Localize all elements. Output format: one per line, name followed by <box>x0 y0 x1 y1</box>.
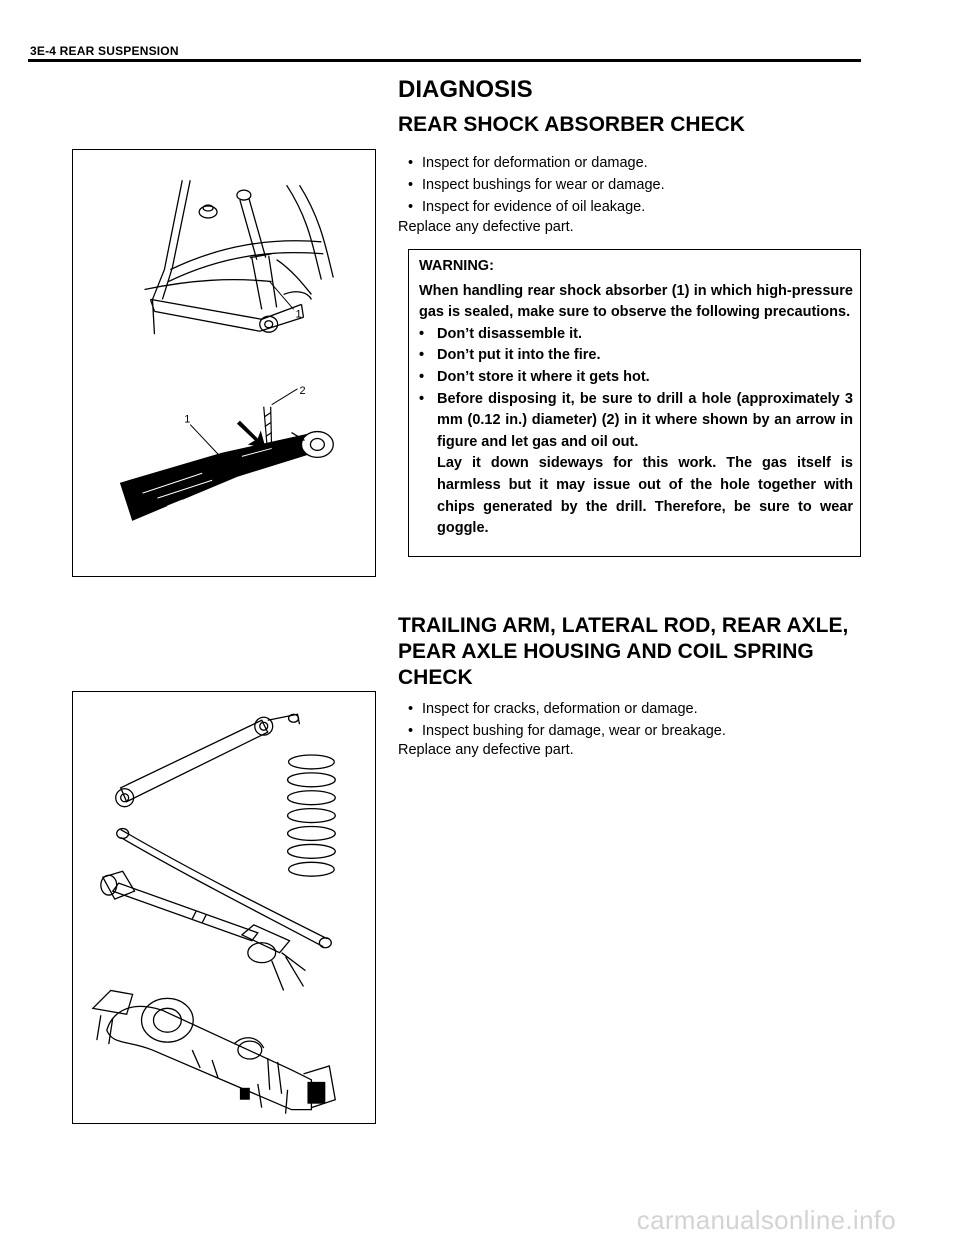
figure-label-1-upper: 1 <box>295 308 302 321</box>
shock-replace-note: Replace any defective part. <box>398 219 574 235</box>
shock-check-list <box>408 152 665 218</box>
list-item: • Inspect bushings for wear or damage. <box>408 174 665 196</box>
warning-box <box>408 249 861 557</box>
section-title-diagnosis: DIAGNOSIS <box>398 76 533 103</box>
subsection-title-shock-absorber: REAR SHOCK ABSORBER CHECK <box>398 113 745 136</box>
header-rule <box>28 59 861 62</box>
title-line: CHECK <box>398 666 473 689</box>
title-line: PEAR AXLE HOUSING AND COIL SPRING <box>398 640 814 663</box>
warning-item: • Don’t store it where it gets hot. <box>419 367 853 389</box>
subsection-title-trailing-arm <box>398 613 868 691</box>
title-line: TRAILING ARM, LATERAL ROD, REAR AXLE, <box>398 614 849 637</box>
warning-item: • Don’t put it into the fire. <box>419 345 853 367</box>
shock-absorber-illustration <box>73 150 375 576</box>
suspension-parts-figure <box>72 691 376 1124</box>
list-item: • Inspect for cracks, deformation or damage. <box>408 698 726 720</box>
running-header: 3E-4 REAR SUSPENSION <box>30 44 179 58</box>
watermark: carmanualsonline.info <box>636 1205 896 1235</box>
warning-item: • Before disposing it, be sure to drill a hole (approximately 3 mm (0.12 in.) diameter) (2) in it where shown by an arrow in figure and let gas and oil out. <box>419 389 853 454</box>
list-item: • Inspect bushing for damage, wear or breakage. <box>408 720 726 742</box>
warning-continuation: Lay it down sideways for this work. The gas itself is harmless but it may issue out of the hole together with chips generated by the drill. Therefore, be sure to wear goggle. <box>437 455 853 537</box>
warning-label: WARNING: <box>419 258 494 274</box>
warning-intro: When handling rear shock absorber (1) in which high-pressure gas is sealed, make sure to observe the following precautions. <box>419 282 853 321</box>
suspension-parts-illustration <box>73 692 375 1123</box>
trailing-check-list <box>408 698 726 742</box>
figure-label-1-lower: 1 <box>184 413 191 426</box>
warning-item: • Don’t disassemble it. <box>419 324 853 346</box>
trailing-replace-note: Replace any defective part. <box>398 742 574 758</box>
shock-absorber-figure <box>72 149 376 577</box>
list-item: • Inspect for evidence of oil leakage. <box>408 196 665 218</box>
list-item: • Inspect for deformation or damage. <box>408 152 665 174</box>
figure-label-2: 2 <box>299 384 306 397</box>
